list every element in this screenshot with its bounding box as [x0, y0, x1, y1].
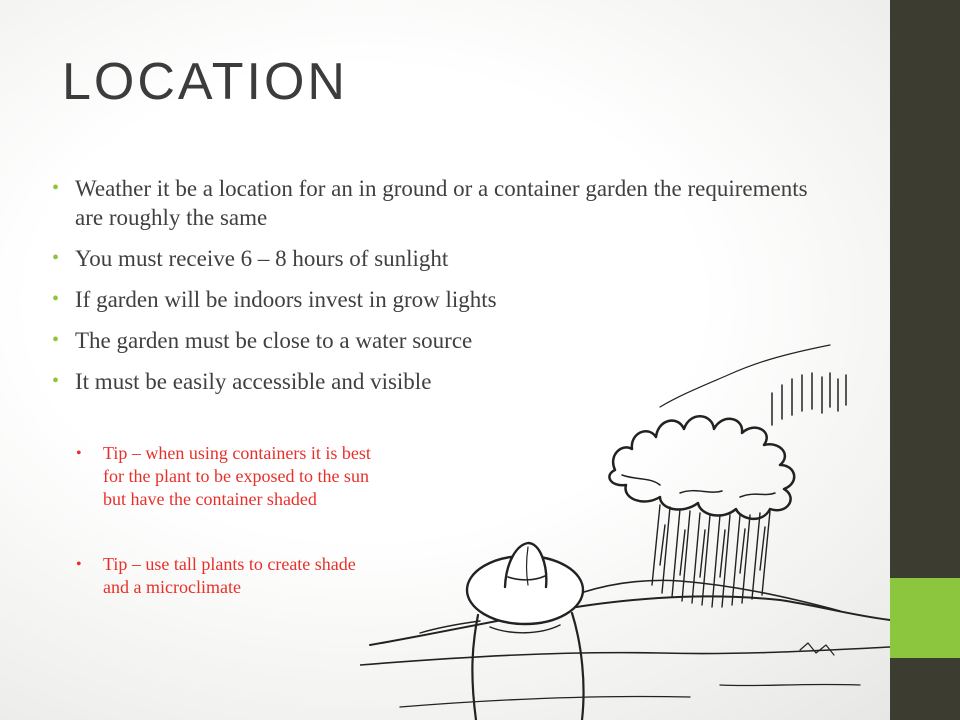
bullet-item [48, 244, 808, 273]
bullet-dot-icon: • [52, 288, 60, 310]
bullet-dot-icon: • [52, 177, 60, 199]
tip-item [76, 442, 376, 511]
bullet-text: It must be easily accessible and visible [75, 369, 432, 394]
bullet-text: Weather it be a location for an in ground or a container garden the requirements are roughly the same [75, 176, 808, 230]
bullet-item [48, 285, 808, 314]
figure-body [472, 613, 583, 720]
bullet-dot-icon: • [52, 247, 60, 269]
tip-item [76, 553, 376, 599]
slide-title: LOCATION [62, 53, 348, 111]
bullet-item [48, 174, 808, 232]
tip-text: Tip – use tall plants to create shade and a microclimate [103, 554, 356, 597]
tip-dot-icon: • [76, 445, 82, 462]
cloud-shape [609, 416, 794, 519]
tip-list [76, 442, 376, 599]
bullet-dot-icon: • [52, 329, 60, 351]
tip-dot-icon: • [76, 556, 82, 573]
rain-cloud-sombrero-illustration [360, 315, 890, 720]
accent-block [890, 578, 960, 658]
bullet-dot-icon: • [52, 370, 60, 392]
bullet-text: If garden will be indoors invest in grow lights [75, 287, 497, 312]
tip-text: Tip – when using containers it is best for the plant to be exposed to the sun but have the container shaded [103, 443, 371, 509]
bullet-text: The garden must be close to a water source [75, 328, 473, 353]
bullet-text: You must receive 6 – 8 hours of sunlight [75, 246, 449, 271]
